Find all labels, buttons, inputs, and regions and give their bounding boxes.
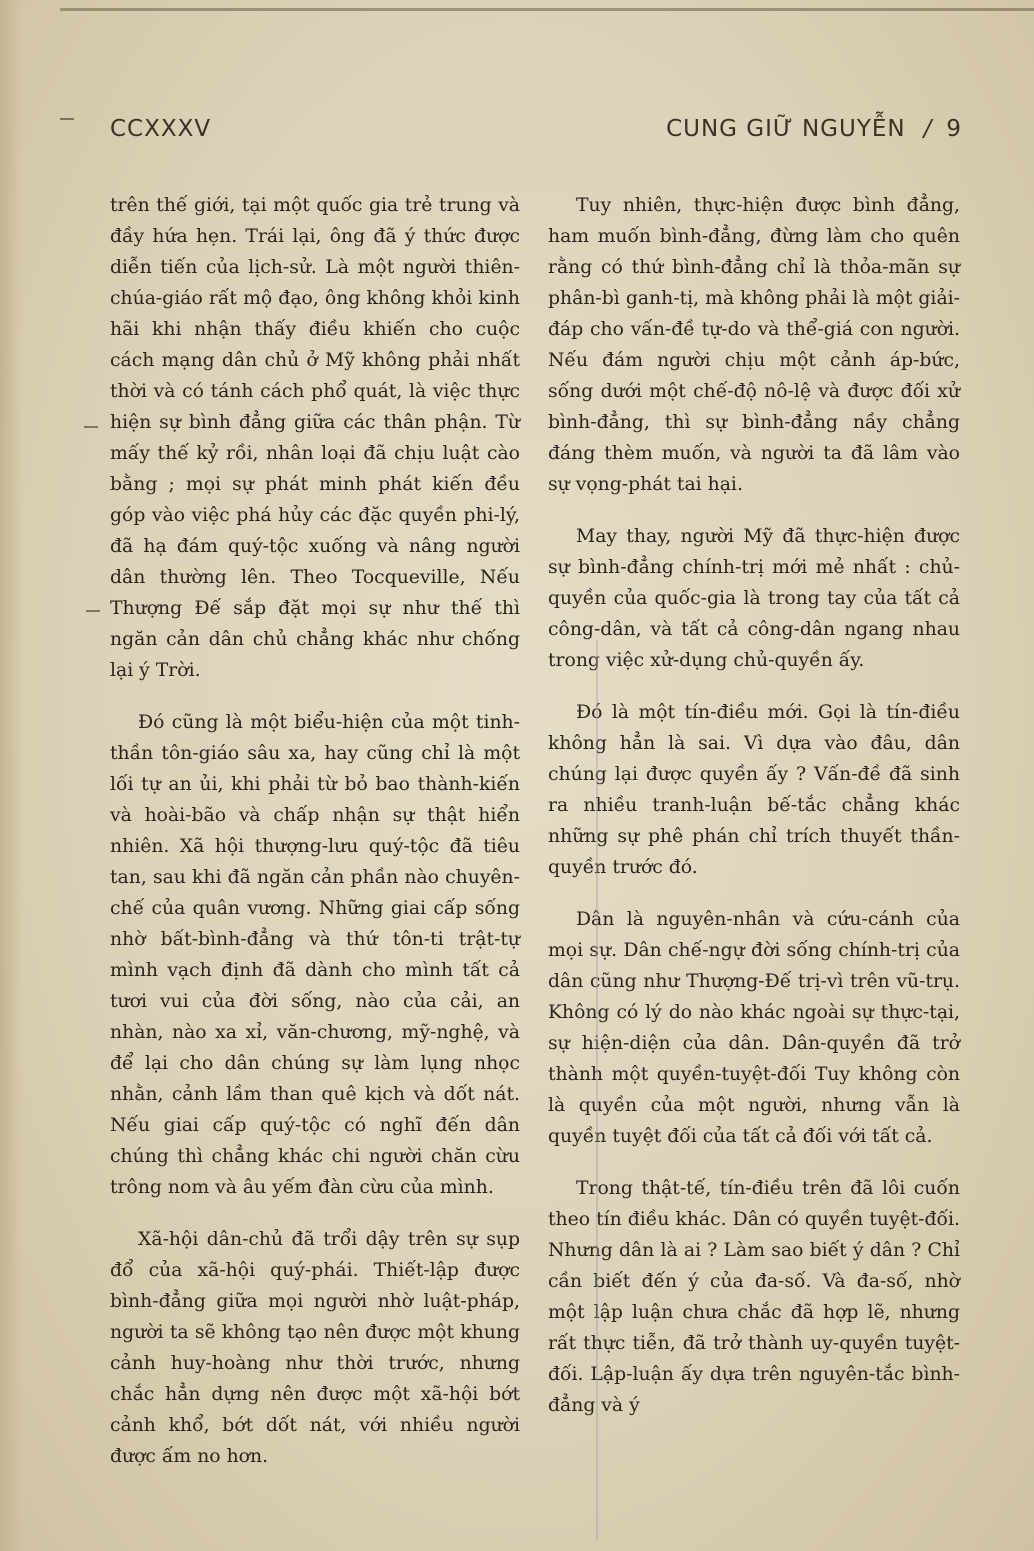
paragraph: Đó là một tín-điều mới. Gọi là tín-điều không hẳn là sai. Vì dựa vào đâu, dân chúng lại được quyền ấy ? Vấn-đề đã sinh ra nhiều tranh-luận bế-tắc chẳng khác những sự phê phán chỉ trích thuyết thần-quyền trước đó.: [548, 702, 960, 878]
page-fold-line: [596, 640, 598, 1540]
page-edge-shadow: [0, 0, 22, 1551]
paragraph: Đó cũng là một biểu-hiện của một tinh-thần tôn-giáo sâu xa, hay cũng chỉ là một lối tự an ủi, khi phải từ bỏ bao thành-kiến và hoài-bão và chấp nhận sự thật hiển nhiên. Xã hội thượng-lưu quý-tộc đã tiêu tan, sau khi đã ngăn cản phần nào chuyên-chế của quân vương. Những giai cấp sống nhờ bất-bình-đẳng và thứ tôn-ti trật-tự mình vạch định đã dành cho mình tất cả tươi vui của đời sống, nào của cải, an nhàn, nào xa xỉ, văn-chương, mỹ-nghệ, và để lại cho dân chúng sự làm lụng nhọc nhằn, cảnh lầm than quê kịch và dốt nát. Nếu giai cấp quý-tộc có nghĩ đến dân chúng thì chẳng khác chi người chăn cừu trông nom và âu yếm đàn cừu của mình.: [110, 712, 520, 1198]
header-right: [666, 116, 962, 142]
paragraph: Dân là nguyên-nhân và cứu-cánh của mọi sự. Dân chế-ngự đời sống chính-trị của dân cũng như Thượng-Đế trị-vì trên vũ-trụ. Không có lý do nào khác ngoài sự thực-tại, sự hiện-diện của dân. Dân-quyền đã trở thành một quyền-tuyệt-đối Tuy không còn là quyền của một người, nhưng vẫn là quyền tuyệt đối của tất cả đối với tất cả.: [548, 909, 960, 1147]
running-header: [110, 116, 962, 152]
paragraph: Trong thật-tế, tín-điều trên đã lôi cuốn theo tín điều khác. Dân có quyền tuyệt-đối. Nhưng dân là ai ? Làm sao biết ý dân ? Chỉ cần biết đến ý của đa-số. Và đa-số, nhờ một lập luận chưa chắc đã hợp lẽ, nhưng rất thực tiễn, đã trở thành uy-quyền tuyệt-đối. Lập-luận ấy dựa trên nguyên-tắc bình-đẳng và ý: [548, 1178, 960, 1416]
margin-mark: [60, 118, 74, 120]
top-rule: [60, 8, 1034, 11]
margin-mark: [86, 610, 100, 612]
left-column: [110, 190, 520, 1493]
chapter-number: CCXXXV: [110, 116, 212, 142]
header-separator: /: [923, 116, 933, 142]
running-title: CUNG GIỮ NGUYỄN: [666, 116, 906, 142]
paragraph: Tuy nhiên, thực-hiện được bình đẳng, ham muốn bình-đẳng, đừng làm cho quên rằng có thứ bình-đẳng chỉ là thỏa-mãn sự phân-bì ganh-tị, mà không phải là một giải-đáp cho vấn-đề tự-do và thể-giá con người. Nếu đám người chịu một cảnh áp-bức, sống dưới một chế-độ nô-lệ và được đối xử bình-đẳng, thì sự bình-đẳng nầy chẳng đáng thèm muốn, và người ta đã lâm vào sự vọng-phát tai hại.: [548, 195, 960, 495]
margin-mark: [84, 426, 98, 428]
paragraph: trên thế giới, tại một quốc gia trẻ trung và đầy hứa hẹn. Trái lại, ông đã ý thức được diễn tiến của lịch-sử. Là một người thiên-chúa-giáo rất mộ đạo, ông không khỏi kinh hãi khi nhận thấy điều khiến cho cuộc cách mạng dân chủ ở Mỹ không phải nhất thời và có tánh cách phổ quát, là việc thực hiện sự bình đẳng giữa các thân phận. Từ mấy thế kỷ rồi, nhân loại đã chịu luật cào bằng ; mọi sự phát minh phát kiến đều góp vào việc phá hủy các đặc quyền phi-lý, đã hạ đám quý-tộc xuống và nâng người dân thường lên. Theo Tocqueville, Nếu Thượng Đế sắp đặt mọi sự như thế thì ngăn cản dân chủ chẳng khác như chống lại ý Trời.: [110, 195, 520, 681]
paragraph: Xã-hội dân-chủ đã trổi dậy trên sự sụp đổ của xã-hội quý-phái. Thiết-lập được bình-đẳng giữa mọi người nhờ luật-pháp, người ta sẽ không tạo nên được một khung cảnh huy-hoàng như thời trước, nhưng chắc hẳn dựng nên được một xã-hội bớt cảnh khổ, bớt dốt nát, với nhiều người được ấm no hơn.: [110, 1229, 520, 1467]
right-column: [548, 190, 960, 1442]
page-number: 9: [946, 116, 962, 142]
paragraph: May thay, người Mỹ đã thực-hiện được sự bình-đẳng chính-trị mới mẻ nhất : chủ-quyền của quốc-gia là trong tay của tất cả công-dân, và tất cả công-dân ngang nhau trong việc xử-dụng chủ-quyền ấy.: [548, 526, 960, 671]
